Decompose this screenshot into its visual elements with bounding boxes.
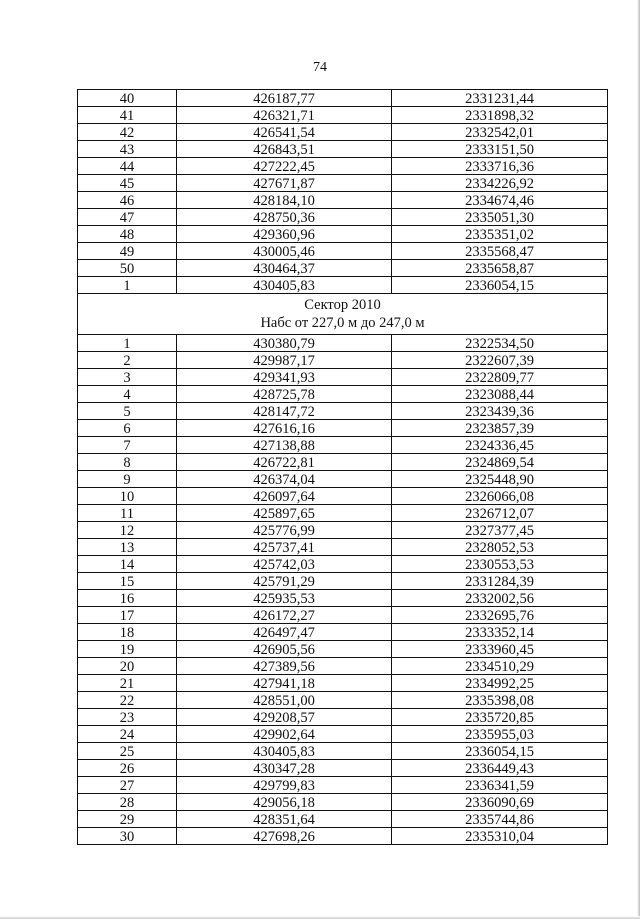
x-coordinate-cell: 426843,51 — [177, 141, 392, 158]
y-coordinate-cell: 2331284,39 — [392, 573, 608, 590]
table-row — [78, 828, 608, 845]
section-header-row — [78, 294, 608, 335]
y-coordinate-cell: 2335051,30 — [392, 209, 608, 226]
point-number-cell: 48 — [78, 226, 177, 243]
y-coordinate-cell: 2328052,53 — [392, 539, 608, 556]
x-coordinate-cell: 428184,10 — [177, 192, 392, 209]
y-coordinate-cell: 2335351,02 — [392, 226, 608, 243]
section-subtitle: Набс от 227,0 м до 247,0 м — [260, 315, 425, 331]
y-coordinate-cell: 2330553,53 — [392, 556, 608, 573]
y-coordinate-cell: 2322607,39 — [392, 352, 608, 369]
x-coordinate-cell: 426905,56 — [177, 641, 392, 658]
x-coordinate-cell: 429799,83 — [177, 777, 392, 794]
y-coordinate-cell: 2335658,87 — [392, 260, 608, 277]
point-number-cell: 11 — [78, 505, 177, 522]
point-number-cell: 6 — [78, 420, 177, 437]
y-coordinate-cell: 2333151,50 — [392, 141, 608, 158]
point-number-cell: 49 — [78, 243, 177, 260]
y-coordinate-cell: 2332695,76 — [392, 607, 608, 624]
x-coordinate-cell: 428750,36 — [177, 209, 392, 226]
coordinates-table — [77, 89, 608, 845]
x-coordinate-cell: 425742,03 — [177, 556, 392, 573]
x-coordinate-cell: 428551,00 — [177, 692, 392, 709]
x-coordinate-cell: 426321,71 — [177, 107, 392, 124]
x-coordinate-cell: 430464,37 — [177, 260, 392, 277]
x-coordinate-cell: 425791,29 — [177, 573, 392, 590]
y-coordinate-cell: 2335310,04 — [392, 828, 608, 845]
y-coordinate-cell: 2335398,08 — [392, 692, 608, 709]
y-coordinate-cell: 2335720,85 — [392, 709, 608, 726]
x-coordinate-cell: 430005,46 — [177, 243, 392, 260]
point-number-cell: 50 — [78, 260, 177, 277]
point-number-cell: 4 — [78, 386, 177, 403]
point-number-cell: 44 — [78, 158, 177, 175]
x-coordinate-cell: 430347,28 — [177, 760, 392, 777]
x-coordinate-cell: 427941,18 — [177, 675, 392, 692]
y-coordinate-cell: 2332542,01 — [392, 124, 608, 141]
point-number-cell: 24 — [78, 726, 177, 743]
table-row — [78, 243, 608, 260]
point-number-cell: 29 — [78, 811, 177, 828]
table-row — [78, 675, 608, 692]
x-coordinate-cell: 429360,96 — [177, 226, 392, 243]
table-row — [78, 556, 608, 573]
table-row — [78, 573, 608, 590]
point-number-cell: 2 — [78, 352, 177, 369]
coordinates-table-body-bottom — [78, 335, 608, 845]
point-number-cell: 7 — [78, 437, 177, 454]
table-row — [78, 107, 608, 124]
x-coordinate-cell: 429056,18 — [177, 794, 392, 811]
y-coordinate-cell: 2333960,45 — [392, 641, 608, 658]
point-number-cell: 27 — [78, 777, 177, 794]
x-coordinate-cell: 425935,53 — [177, 590, 392, 607]
table-row — [78, 760, 608, 777]
x-coordinate-cell: 426097,64 — [177, 488, 392, 505]
point-number-cell: 43 — [78, 141, 177, 158]
point-number-cell: 15 — [78, 573, 177, 590]
table-row — [78, 743, 608, 760]
x-coordinate-cell: 425897,65 — [177, 505, 392, 522]
page-number: 74 — [313, 60, 327, 75]
point-number-cell: 19 — [78, 641, 177, 658]
point-number-cell: 12 — [78, 522, 177, 539]
point-number-cell: 9 — [78, 471, 177, 488]
y-coordinate-cell: 2333352,14 — [392, 624, 608, 641]
table-row — [78, 437, 608, 454]
x-coordinate-cell: 427138,88 — [177, 437, 392, 454]
table-row — [78, 209, 608, 226]
table-row — [78, 420, 608, 437]
table-row — [78, 277, 608, 294]
x-coordinate-cell: 427222,45 — [177, 158, 392, 175]
y-coordinate-cell: 2336449,43 — [392, 760, 608, 777]
point-number-cell: 13 — [78, 539, 177, 556]
point-number-cell: 28 — [78, 794, 177, 811]
table-row — [78, 352, 608, 369]
x-coordinate-cell: 428351,64 — [177, 811, 392, 828]
point-number-cell: 18 — [78, 624, 177, 641]
y-coordinate-cell: 2336090,69 — [392, 794, 608, 811]
y-coordinate-cell: 2335568,47 — [392, 243, 608, 260]
x-coordinate-cell: 427389,56 — [177, 658, 392, 675]
x-coordinate-cell: 425737,41 — [177, 539, 392, 556]
y-coordinate-cell: 2325448,90 — [392, 471, 608, 488]
point-number-cell: 16 — [78, 590, 177, 607]
coordinates-table-body-top — [78, 90, 608, 294]
table-row — [78, 709, 608, 726]
point-number-cell: 1 — [78, 277, 177, 294]
table-row — [78, 471, 608, 488]
table-row — [78, 175, 608, 192]
y-coordinate-cell: 2331898,32 — [392, 107, 608, 124]
section-title: Сектор 2010 — [304, 297, 381, 313]
table-row — [78, 777, 608, 794]
y-coordinate-cell: 2323439,36 — [392, 403, 608, 420]
point-number-cell: 40 — [78, 90, 177, 107]
y-coordinate-cell: 2335955,03 — [392, 726, 608, 743]
y-coordinate-cell: 2327377,45 — [392, 522, 608, 539]
y-coordinate-cell: 2323857,39 — [392, 420, 608, 437]
y-coordinate-cell: 2333716,36 — [392, 158, 608, 175]
point-number-cell: 17 — [78, 607, 177, 624]
y-coordinate-cell: 2331231,44 — [392, 90, 608, 107]
y-coordinate-cell: 2336341,59 — [392, 777, 608, 794]
table-row — [78, 641, 608, 658]
point-number-cell: 47 — [78, 209, 177, 226]
y-coordinate-cell: 2322534,50 — [392, 335, 608, 352]
point-number-cell: 26 — [78, 760, 177, 777]
y-coordinate-cell: 2322809,77 — [392, 369, 608, 386]
table-row — [78, 607, 608, 624]
y-coordinate-cell: 2336054,15 — [392, 277, 608, 294]
y-coordinate-cell: 2323088,44 — [392, 386, 608, 403]
point-number-cell: 23 — [78, 709, 177, 726]
point-number-cell: 1 — [78, 335, 177, 352]
section-header-group — [78, 294, 608, 335]
x-coordinate-cell: 429341,93 — [177, 369, 392, 386]
point-number-cell: 21 — [78, 675, 177, 692]
x-coordinate-cell: 427671,87 — [177, 175, 392, 192]
x-coordinate-cell: 425776,99 — [177, 522, 392, 539]
y-coordinate-cell: 2334992,25 — [392, 675, 608, 692]
table-row — [78, 658, 608, 675]
point-number-cell: 14 — [78, 556, 177, 573]
point-number-cell: 8 — [78, 454, 177, 471]
table-row — [78, 226, 608, 243]
table-row — [78, 192, 608, 209]
y-coordinate-cell: 2334226,92 — [392, 175, 608, 192]
x-coordinate-cell: 427616,16 — [177, 420, 392, 437]
y-coordinate-cell: 2335744,86 — [392, 811, 608, 828]
x-coordinate-cell: 426187,77 — [177, 90, 392, 107]
x-coordinate-cell: 426374,04 — [177, 471, 392, 488]
table-row — [78, 726, 608, 743]
point-number-cell: 46 — [78, 192, 177, 209]
point-number-cell: 10 — [78, 488, 177, 505]
y-coordinate-cell: 2334674,46 — [392, 192, 608, 209]
x-coordinate-cell: 430380,79 — [177, 335, 392, 352]
x-coordinate-cell: 426722,81 — [177, 454, 392, 471]
table-row — [78, 124, 608, 141]
table-row — [78, 90, 608, 107]
point-number-cell: 25 — [78, 743, 177, 760]
table-row — [78, 454, 608, 471]
x-coordinate-cell: 429987,17 — [177, 352, 392, 369]
point-number-cell: 42 — [78, 124, 177, 141]
x-coordinate-cell: 429902,64 — [177, 726, 392, 743]
y-coordinate-cell: 2334510,29 — [392, 658, 608, 675]
y-coordinate-cell: 2336054,15 — [392, 743, 608, 760]
x-coordinate-cell: 426497,47 — [177, 624, 392, 641]
table-row — [78, 403, 608, 420]
table-row — [78, 539, 608, 556]
x-coordinate-cell: 428147,72 — [177, 403, 392, 420]
table-row — [78, 522, 608, 539]
y-coordinate-cell: 2332002,56 — [392, 590, 608, 607]
table-row — [78, 624, 608, 641]
x-coordinate-cell: 427698,26 — [177, 828, 392, 845]
point-number-cell: 20 — [78, 658, 177, 675]
table-row — [78, 141, 608, 158]
table-row — [78, 158, 608, 175]
table-row — [78, 260, 608, 277]
table-row — [78, 811, 608, 828]
point-number-cell: 22 — [78, 692, 177, 709]
point-number-cell: 5 — [78, 403, 177, 420]
point-number-cell: 3 — [78, 369, 177, 386]
x-coordinate-cell: 428725,78 — [177, 386, 392, 403]
table-row — [78, 505, 608, 522]
point-number-cell: 45 — [78, 175, 177, 192]
y-coordinate-cell: 2324869,54 — [392, 454, 608, 471]
x-coordinate-cell: 426172,27 — [177, 607, 392, 624]
y-coordinate-cell: 2324336,45 — [392, 437, 608, 454]
table-row — [78, 692, 608, 709]
table-row — [78, 386, 608, 403]
x-coordinate-cell: 430405,83 — [177, 277, 392, 294]
table-row — [78, 335, 608, 352]
section-header-cell — [78, 294, 608, 335]
table-row — [78, 794, 608, 811]
point-number-cell: 41 — [78, 107, 177, 124]
y-coordinate-cell: 2326712,07 — [392, 505, 608, 522]
table-row — [78, 369, 608, 386]
x-coordinate-cell: 426541,54 — [177, 124, 392, 141]
point-number-cell: 30 — [78, 828, 177, 845]
x-coordinate-cell: 430405,83 — [177, 743, 392, 760]
x-coordinate-cell: 429208,57 — [177, 709, 392, 726]
y-coordinate-cell: 2326066,08 — [392, 488, 608, 505]
table-row — [78, 590, 608, 607]
table-row — [78, 488, 608, 505]
